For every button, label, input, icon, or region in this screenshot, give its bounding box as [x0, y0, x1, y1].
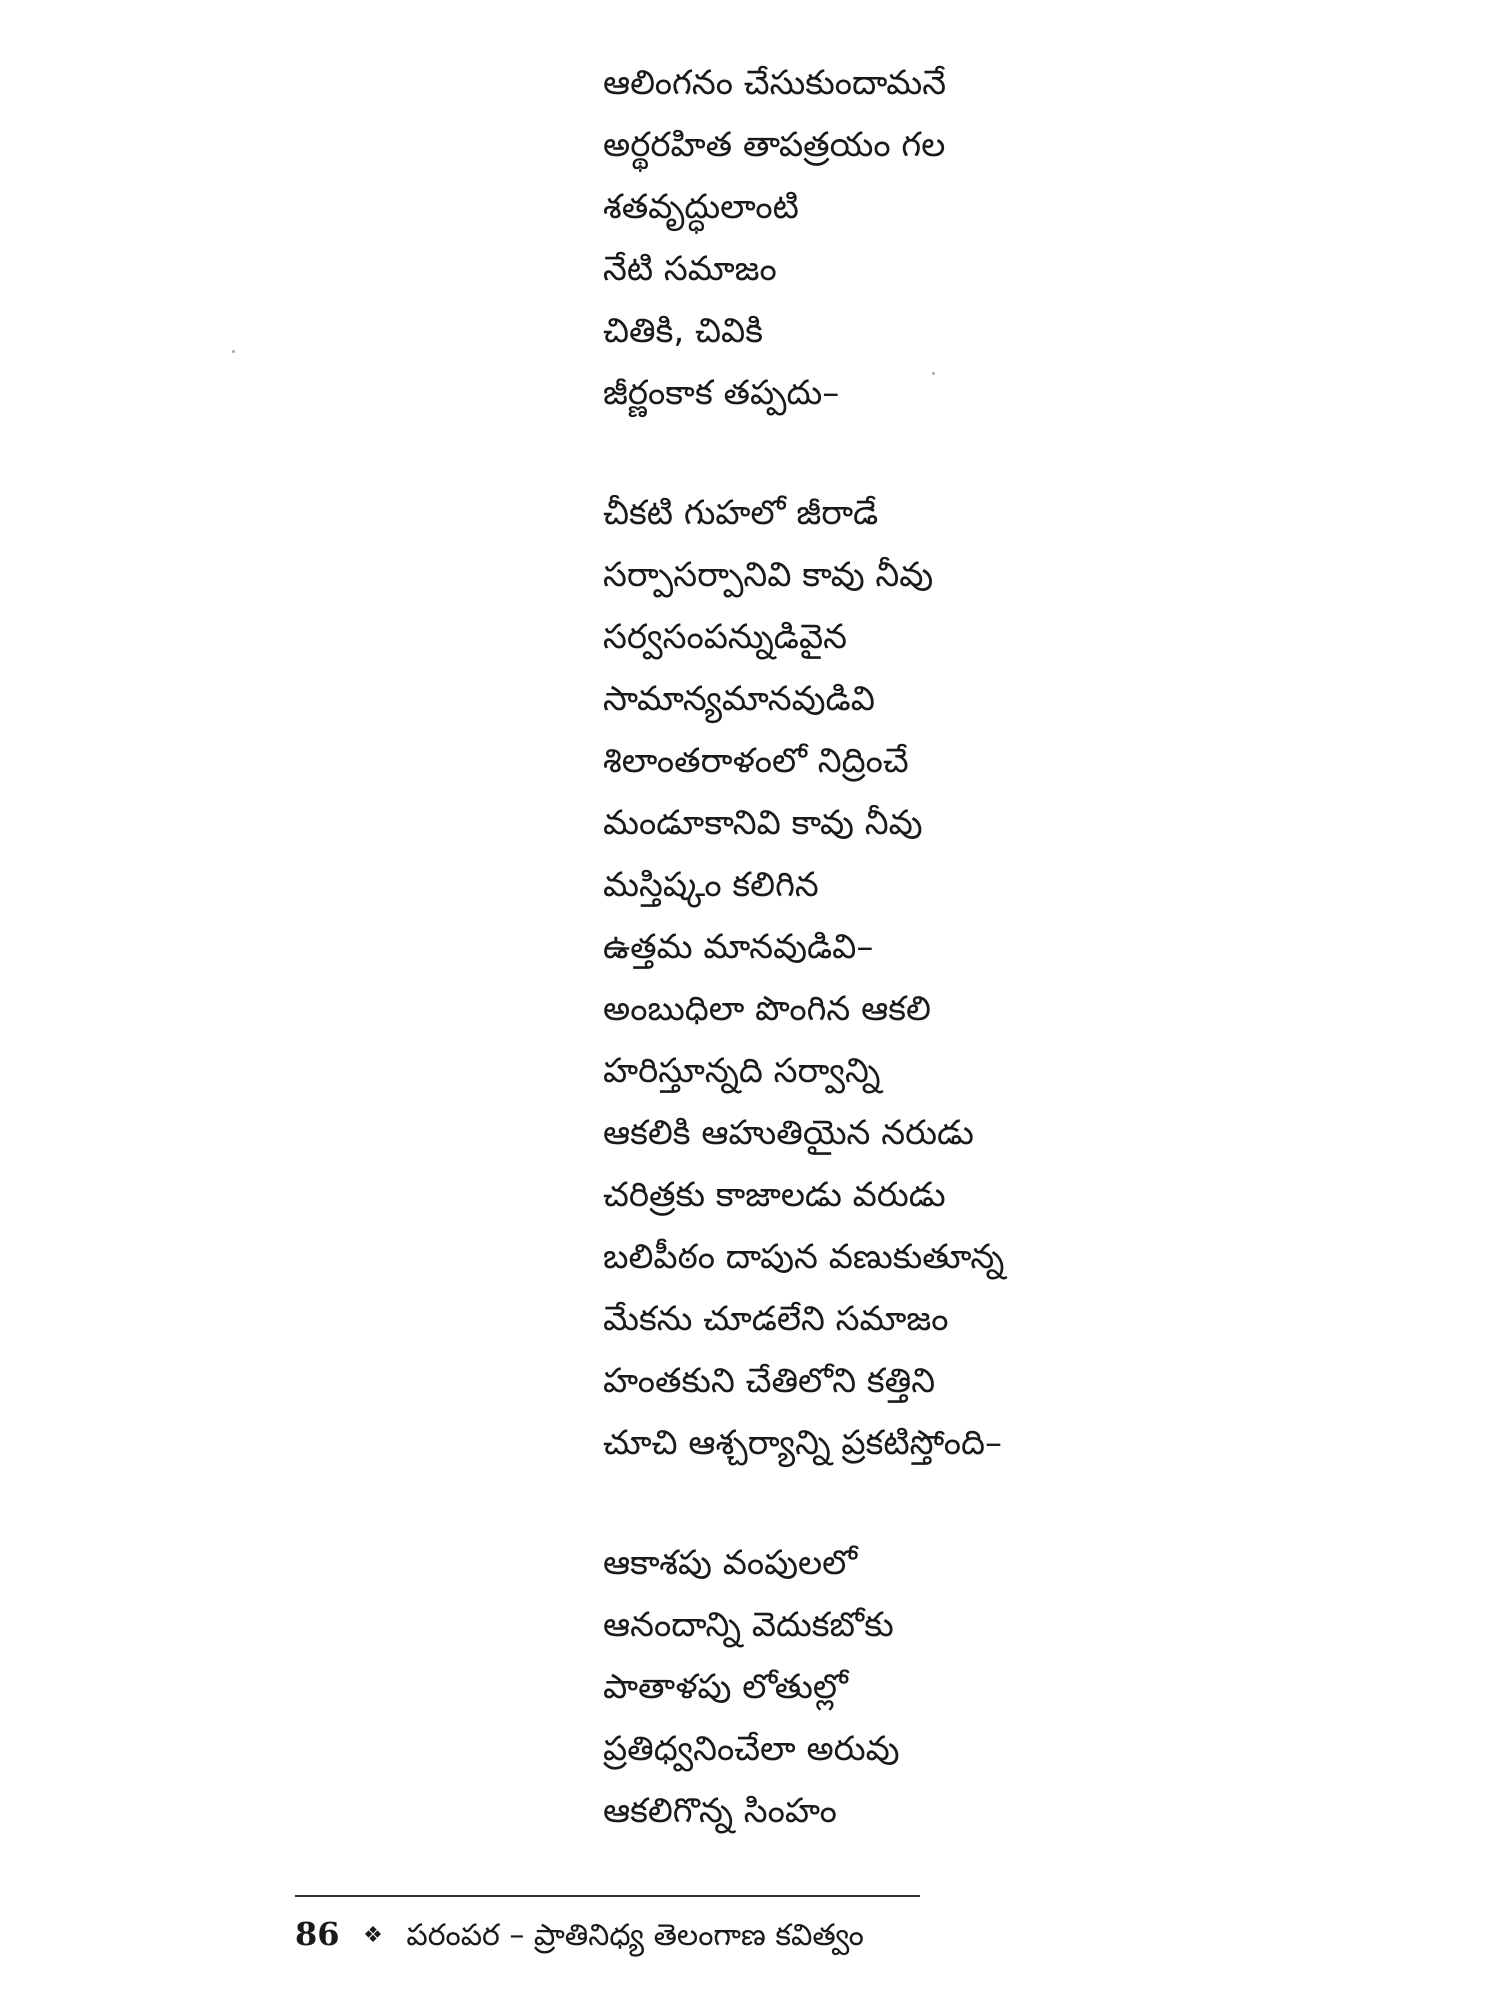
poem-line: ఆలింగనం చేసుకుందామనే [603, 63, 947, 103]
poem-line: చీకటి గుహలో జీరాడే [603, 493, 879, 533]
footer-rule [295, 1895, 920, 1897]
poem-line: చూచి ఆశ్చర్యాన్ని ప్రకటిస్తోంది– [603, 1423, 1003, 1463]
poem-line: అంబుధిలా పొంగిన ఆకలి [603, 989, 931, 1029]
ornament-icon: ❖ [363, 1923, 383, 1948]
poem-line: ఆకలిగొన్న సింహం [603, 1791, 837, 1831]
poem-line: చరిత్రకు కాజాలడు వరుడు [603, 1175, 946, 1215]
poem-line: హరిస్తూన్నది సర్వాన్ని [603, 1051, 881, 1091]
poem-line: మేకను చూడలేని సమాజం [603, 1299, 949, 1339]
book-title: పరంపర – ప్రాతినిధ్య తెలంగాణ కవిత్వం [406, 1918, 864, 1953]
poem-line: చితికి, చివికి [603, 311, 763, 351]
poem-line: శిలాంతరాళంలో నిద్రించే [603, 741, 909, 781]
page-number: 86 [295, 1915, 340, 1953]
poem-line: సర్పాసర్పానివి కావు నీవు [603, 555, 934, 595]
poem-line: పాతాళపు లోతుల్లో [603, 1667, 848, 1707]
poem-line: అర్థరహిత తాపత్రయం గల [603, 125, 946, 165]
poem-line: ఆకలికి ఆహుతియైన నరుడు [603, 1113, 974, 1153]
page-footer [295, 1912, 864, 1961]
paper-speck [232, 350, 235, 353]
poem-line: మండూకానివి కావు నీవు [603, 803, 923, 843]
poem-line: ఆకాశపు వంపులలో [603, 1543, 858, 1583]
poem-line: జీర్ణంకాక తప్పదు– [603, 373, 840, 413]
poem-line: శతవృద్ధులాంటి [603, 187, 799, 227]
poem-line: బలిపీఠం దాపున వణుకుతూన్న [603, 1237, 1005, 1277]
stanza-1 [603, 52, 1423, 424]
poem-line: ప్రతిధ్వనించేలా అరువు [603, 1729, 900, 1769]
poem-line: నేటి సమాజం [603, 249, 777, 289]
poem-line: ఉత్తమ మానవుడివి– [603, 927, 874, 967]
stanza-3 [603, 1532, 1423, 1842]
poem-line: ఆనందాన్ని వెదుకబోకు [603, 1605, 894, 1645]
poem-line: సర్వసంపన్నుడివైన [603, 617, 847, 657]
poem-line: మస్తిష్కం కలిగిన [603, 865, 819, 905]
stanza-2 [603, 482, 1423, 1474]
poem-line: హంతకుని చేతిలోని కత్తిని [603, 1361, 936, 1401]
poem-body [603, 52, 1423, 1900]
poem-line: సామాన్యమానవుడివి [603, 679, 875, 719]
